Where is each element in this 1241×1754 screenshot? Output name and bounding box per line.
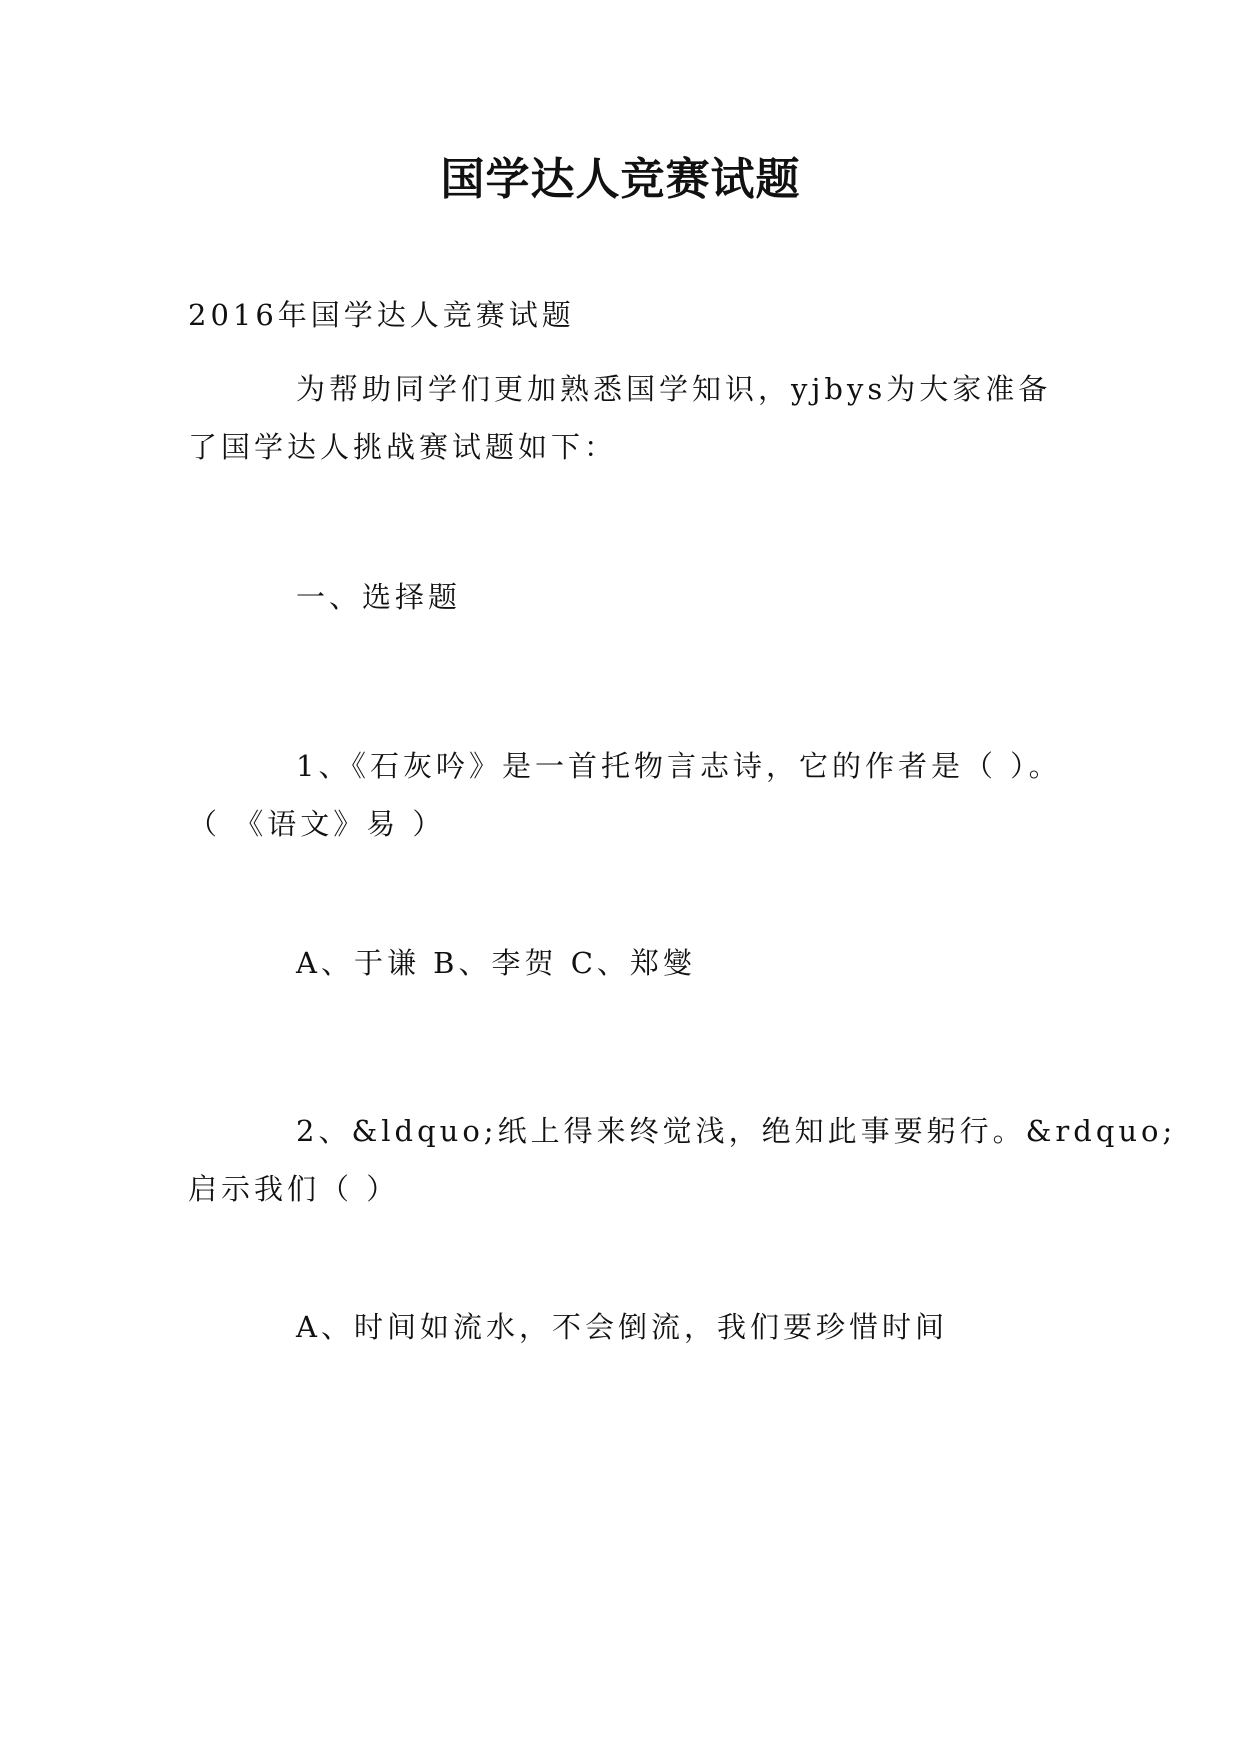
intro-line-2: 了国学达人挑战赛试题如下： <box>188 430 618 464</box>
section-heading-choice <box>188 568 1068 626</box>
question-1-line-2: （ 《语文》易 ） <box>188 807 446 841</box>
question-2-line-1: 2、&ldquo;纸上得来终觉浅，绝知此事要躬行。&rdquo; <box>296 1114 1177 1148</box>
question-1-line-1: 1、《石灰吟》是一首托物言志诗，它的作者是（ ）。 <box>296 749 1062 783</box>
question-2-option-a-text: A、时间如流水，不会倒流，我们要珍惜时间 <box>296 1310 948 1344</box>
question-1 <box>188 737 1068 853</box>
intro-paragraph <box>188 360 1068 476</box>
intro-line-1: 为帮助同学们更加熟悉国学知识，yjbys为大家准备 <box>296 372 1052 406</box>
document-subtitle: 2016年国学达人竞赛试题 <box>188 298 575 332</box>
question-2-option-a <box>188 1298 1068 1356</box>
document-title: 国学达人竞赛试题 <box>440 154 801 205</box>
question-1-options <box>188 934 1068 992</box>
question-2 <box>188 1102 1177 1218</box>
question-1-options-text: A、于谦 B、李贺 C、郑燮 <box>296 946 696 980</box>
section-heading-text: 一、选择题 <box>296 580 462 614</box>
question-2-line-2: 启示我们（ ） <box>188 1172 400 1206</box>
